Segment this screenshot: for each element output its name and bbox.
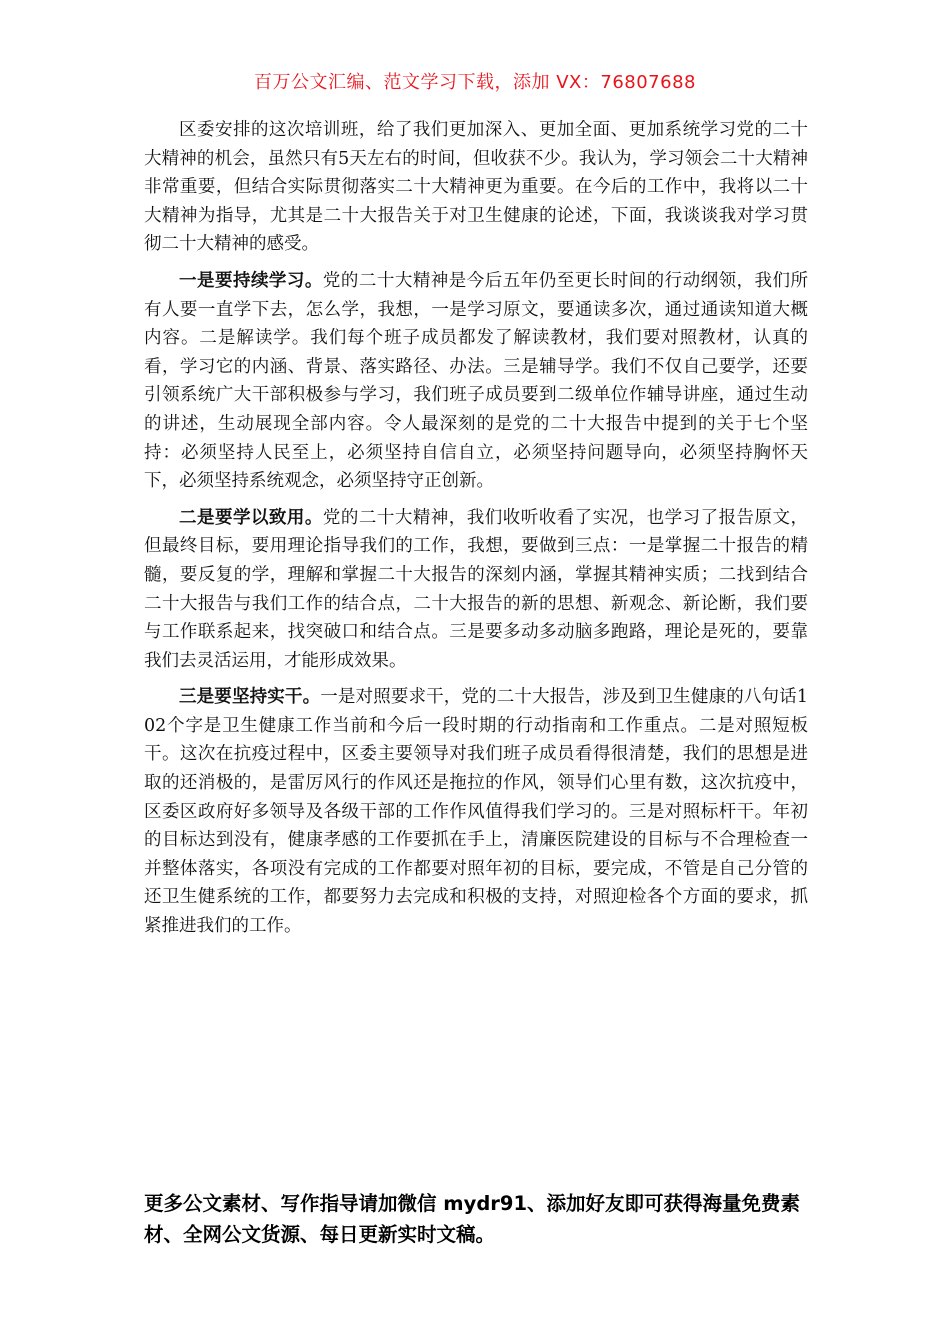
paragraph-lead: 三是要坚持实干。 <box>179 687 321 708</box>
paragraph-lead: 一是要持续学习。 <box>179 270 323 291</box>
document-body <box>144 116 808 949</box>
paragraph-text: 一是对照要求干，党的二十大报告，涉及到卫生健康的八句话102个字是卫生健康工作当前和今后一段时期的行动指南和工作重点。二是对照短板干。这次在抗疫过程中，区委主要领导对我们班子成员看得很清楚，我们的思想是进取的还消极的，是雷厉风行的作风还是拖拉的作风，领导们心里有数，这次抗疫中，区委区政府好多领导及各级干部的工作作风值得我们学习的。三是对照标杆干。年初的目标达到没有，健康孝感的工作要抓在手上，清廉医院建设的目标与不合理检查一并整体落实，各项没有完成的工作都要对照年初的目标，要完成，不管是自己分管的还卫生健系统的工作，都要努力去完成和积极的支持，对照迎检各个方面的要求，抓紧推进我们的工作。 <box>144 687 809 937</box>
paragraph-text: 党的二十大精神，我们收听收看了实况，也学习了报告原文，但最终目标，要用理论指导我们的工作，我想，要做到三点：一是掌握二十报告的精髓，要反复的学，理解和掌握二十大报告的深刻内涵，掌握其精神实质；二找到结合二十大报告与我们工作的结合点，二十大报告的新的思想、新观念、新论断，我们要与工作联系起来，找突破口和结合点。三是要多动多动脑多跑路，理论是死的，要靠我们去灵活运用，才能形成效果。 <box>144 507 809 671</box>
paragraph-apply-learning <box>144 504 808 676</box>
paragraph-text: 党的二十大精神是今后五年仍至更长时间的行动纲领，我们所有人要一直学下去，怎么学，我想，一是学习原文，要通读多次，通过通读知道大概内容。二是解读学。我们每个班子成员都发了解读教材，我们要对照教材，认真的看，学习它的内涵、背景、落实路径、办法。三是辅导学。我们不仅自己要学，还要引领系统广大干部积极参与学习，我们班子成员要到二级单位作辅导讲座，通过生动的讲述，生动展现全部内容。令人最深刻的是党的二十大报告中提到的关于七个坚持：必须坚持人民至上，必须坚持自信自立，必须坚持问题导向，必须坚持胸怀天下，必须坚持系统观念，必须坚持守正创新。 <box>144 270 809 492</box>
paragraph-text: 区委安排的这次培训班，给了我们更加深入、更加全面、更加系统学习党的二十大精神的机会，虽然只有5天左右的时间，但收获不少。我认为，学习领会二十大精神非常重要，但结合实际贯彻落实二十大精神更为重要。在今后的工作中，我将以二十大精神为指导，尤其是二十大报告关于对卫生健康的论述，下面，我谈谈我对学习贯彻二十大精神的感受。 <box>144 120 808 255</box>
paragraph-lead: 二是要学以致用。 <box>179 507 323 528</box>
paragraph-practical-work <box>144 683 808 940</box>
paragraph-intro <box>144 116 808 259</box>
header-banner: 百万公文汇编、范文学习下载，添加 VX：76807688 <box>254 72 696 93</box>
footer-promo-note: 更多公文素材、写作指导请加微信 mydr91、添加好友即可获得海量免费素材、全网公文货源、每日更新实时文稿。 <box>144 1192 801 1246</box>
paragraph-keep-learning <box>144 267 808 496</box>
